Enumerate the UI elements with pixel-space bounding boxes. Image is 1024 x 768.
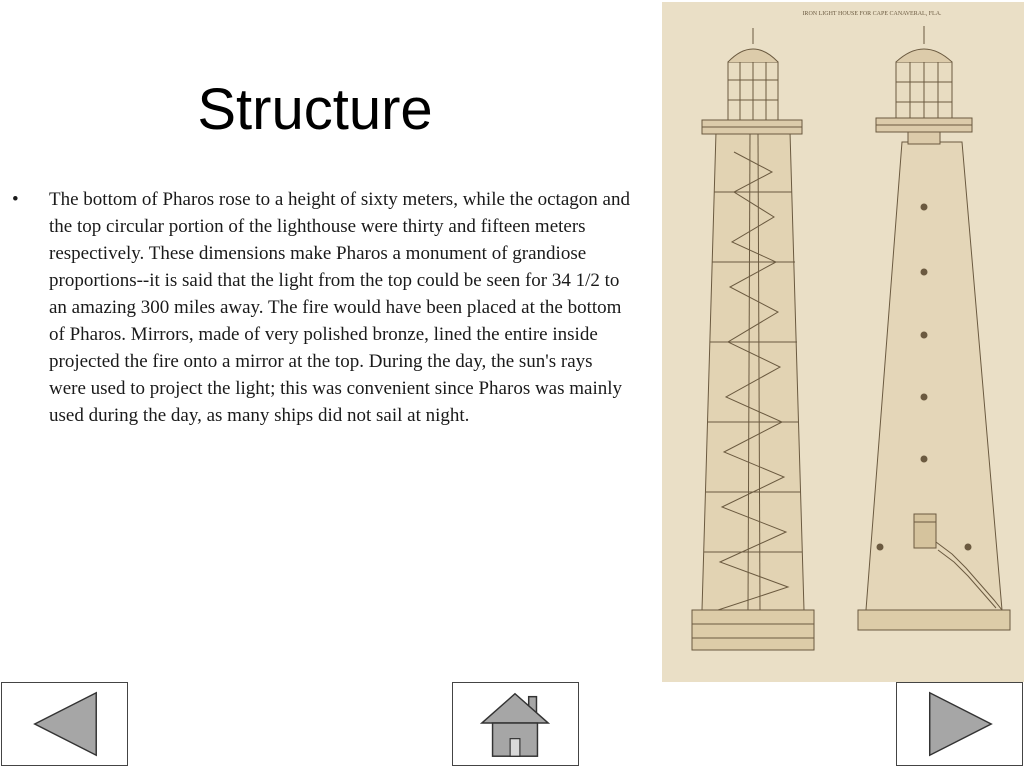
lighthouse-drawing	[662, 2, 1024, 682]
bullet-text: The bottom of Pharos rose to a height of sixty meters, while the octagon and the top circular portion of the lighthouse were thirty and fifteen meters respectively. These dimensions make Pharos a monument of grandiose proportions--it is said that the light from the top could be seen for 34 1/2 to an amazing 300 miles away. The fire would have been placed at the bottom of Pharos. Mirrors, made of very polished bronze, lined the entire inside projected the fire onto a mirror at the top. During the day, the sun's rays were used to project the light; this was convenient since Pharos was mainly used during the day, as many ships did not sail at night.	[49, 189, 630, 426]
left-arrow-icon	[2, 683, 127, 765]
previous-slide-button[interactable]	[1, 682, 128, 766]
bullet-list	[12, 186, 632, 429]
slide-title: Structure	[197, 77, 433, 142]
bullet-marker: •	[12, 189, 19, 210]
right-arrow-icon	[897, 683, 1022, 765]
lighthouse-section-left	[692, 28, 814, 650]
diagram-caption: IRON LIGHT HOUSE FOR CAPE CANAVERAL, FLA.	[802, 11, 942, 17]
home-button[interactable]	[452, 682, 579, 766]
home-icon	[453, 683, 578, 765]
lighthouse-diagram-image	[662, 2, 1024, 682]
next-slide-button[interactable]	[896, 682, 1023, 766]
